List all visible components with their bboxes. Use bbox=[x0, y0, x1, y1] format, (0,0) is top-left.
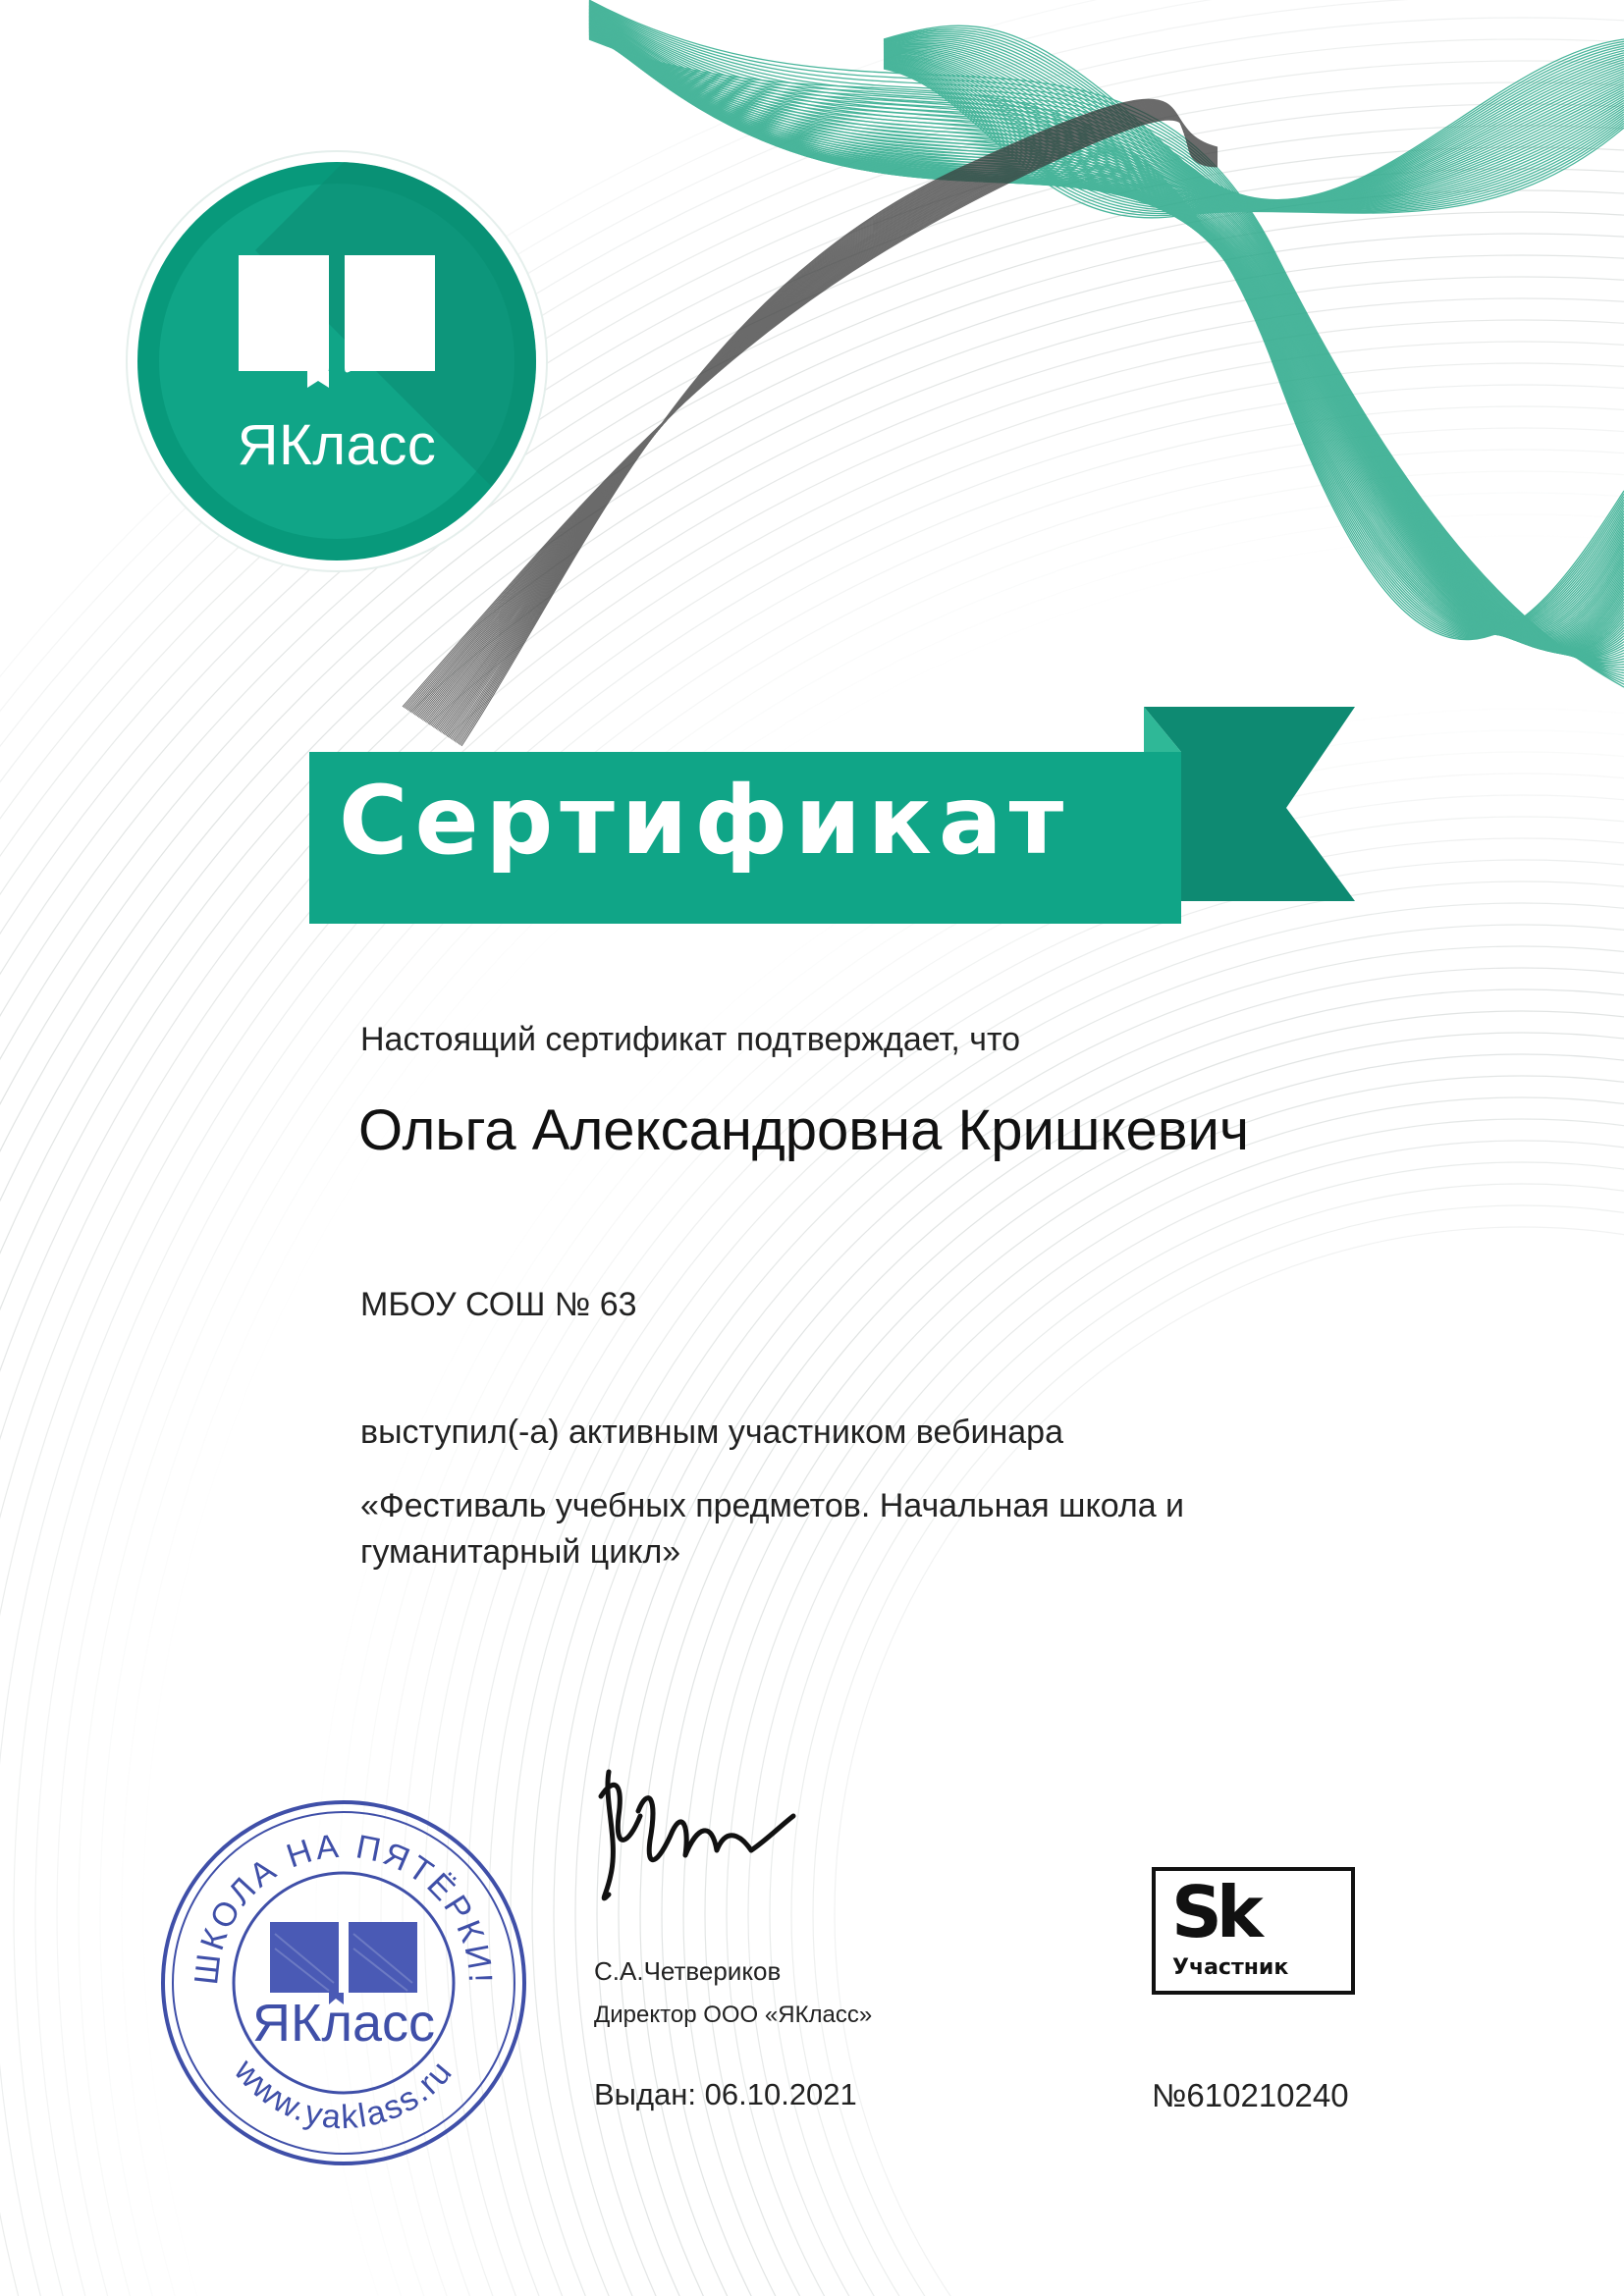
logo-wordmark: ЯКласс bbox=[237, 413, 437, 477]
certificate-ribbon bbox=[309, 705, 1355, 926]
skolkovo-logo: Sk bbox=[1171, 1871, 1258, 1953]
participation-text: выступил(-а) активным участником вебинара bbox=[360, 1414, 1063, 1451]
certificate-number: №610210240 bbox=[1152, 2077, 1349, 2113]
stamp-bottom-text: www.yaklass.ru bbox=[227, 2052, 460, 2137]
webinar-title: «Фестиваль учебных предметов. Начальная школа и гуманитарный цикл» bbox=[360, 1487, 1185, 1571]
skolkovo-label: Участник bbox=[1172, 1955, 1289, 1980]
handwritten-signature bbox=[579, 1757, 825, 1934]
signer-name: С.А.Четвериков bbox=[594, 1956, 782, 1986]
certificate-title: Сертификат bbox=[339, 766, 1071, 876]
signer-title: Директор ООО «ЯКласс» bbox=[594, 2002, 873, 2028]
recipient-name: Ольга Александровна Кришкевич bbox=[358, 1098, 1250, 1162]
yaklass-logo bbox=[137, 162, 536, 561]
issue-date: Выдан: 06.10.2021 bbox=[594, 2077, 857, 2111]
stamp-top-text: ШКОЛА НА ПЯТЁРКИ! bbox=[188, 1827, 500, 1987]
book-icon bbox=[239, 255, 435, 388]
school-name: МБОУ СОШ № 63 bbox=[360, 1286, 637, 1323]
intro-text: Настоящий сертификат подтверждает, что bbox=[360, 1021, 1021, 1058]
company-stamp bbox=[157, 1796, 530, 2169]
stamp-center-text: ЯКласс bbox=[252, 1994, 435, 2053]
skolkovo-badge bbox=[1152, 1867, 1355, 1995]
